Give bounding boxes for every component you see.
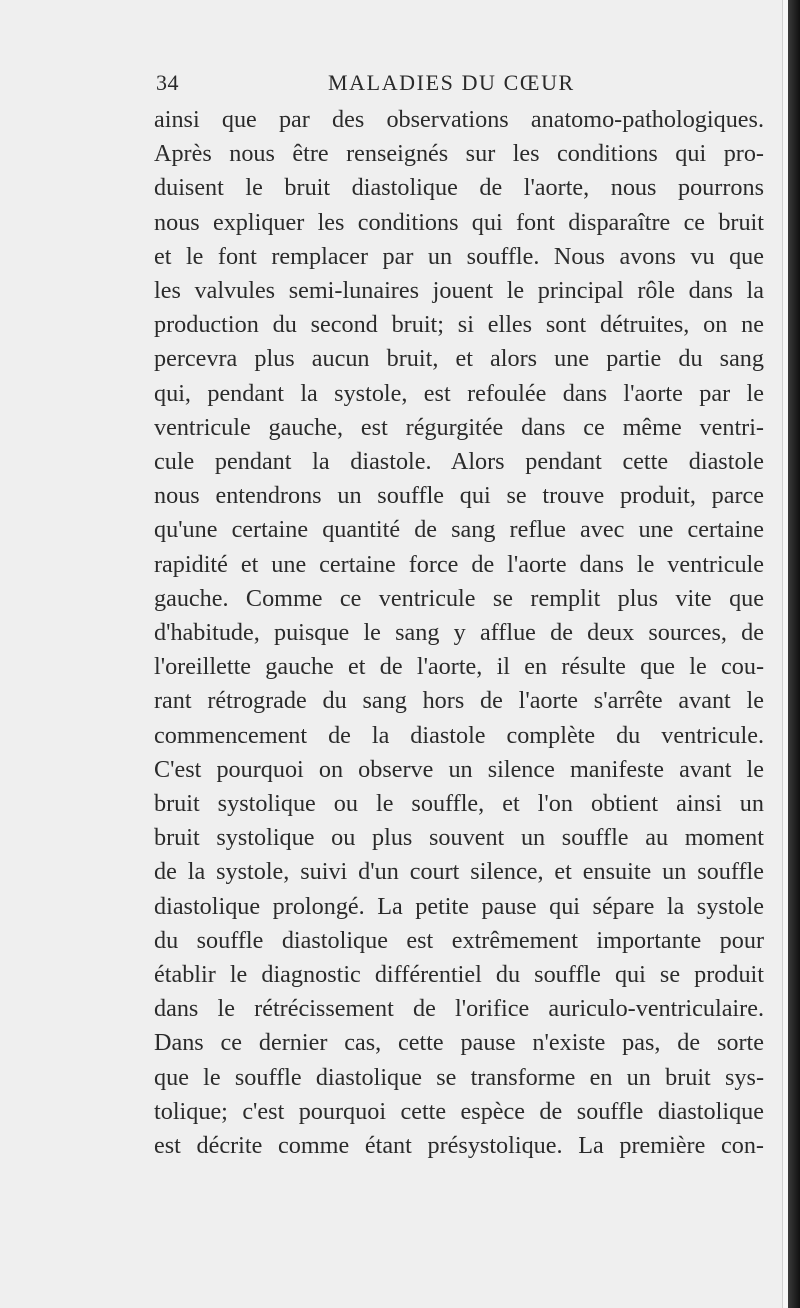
text-line: C'est pourquoi on observe un silence manifeste avant le (154, 755, 764, 783)
text-line: bruit systolique ou plus souvent un souffle au moment (154, 824, 764, 852)
text-line: rant rétrograde du sang hors de l'aorte s'arrête avant le (154, 687, 764, 715)
text-line: de la systole, suivi d'un court silence, et ensuite un souffle (154, 858, 764, 886)
text-line: rapidité et une certaine force de l'aorte dans le ventricule (154, 550, 764, 578)
text-line: duisent le bruit diastolique de l'aorte, nous pourrons (154, 174, 764, 202)
text-line: cule pendant la diastole. Alors pendant cette diastole (154, 448, 764, 476)
text-line: que le souffle diastolique se transforme en un bruit sys- (154, 1063, 764, 1091)
text-line: diastolique prolongé. La petite pause qui sépare la systole (154, 892, 764, 920)
text-line: ventricule gauche, est régurgitée dans ce même ventri- (154, 413, 764, 441)
text-line: établir le diagnostic différentiel du souffle qui se produit (154, 961, 764, 989)
text-line: bruit systolique ou le souffle, et l'on obtient ainsi un (154, 790, 764, 818)
text-line: Après nous être renseignés sur les conditions qui pro- (154, 140, 764, 168)
text-line: percevra plus aucun bruit, et alors une partie du sang (154, 345, 764, 373)
book-spine-shadow (788, 0, 800, 1308)
text-line: tolique; c'est pourquoi cette espèce de souffle diastolique (154, 1097, 764, 1125)
text-line: qu'une certaine quantité de sang reflue avec une certaine (154, 516, 764, 544)
text-line: est décrite comme étant présystolique. La première con- (154, 1132, 764, 1160)
text-line: du souffle diastolique est extrêmement importante pour (154, 926, 764, 954)
text-line: les valvules semi-lunaires jouent le principal rôle dans la (154, 277, 764, 305)
page-number: 34 (156, 70, 179, 95)
text-line: dans le rétrécissement de l'orifice auriculo-ventriculaire. (154, 995, 764, 1023)
text-line: nous expliquer les conditions qui font disparaître ce bruit (154, 208, 764, 236)
text-line: production du second bruit; si elles sont détruites, on ne (154, 311, 764, 339)
running-head: MALADIES DU CŒUR (328, 70, 575, 95)
body-text (154, 103, 764, 1163)
text-line: ainsi que par des observations anatomo-pathologiques. (154, 106, 764, 133)
text-line: l'oreillette gauche et de l'aorte, il en résulte que le cou- (154, 653, 764, 681)
text-line: gauche. Comme ce ventricule se remplit plus vite que (154, 584, 764, 612)
text-line: commencement de la diastole complète du ventricule. (154, 721, 764, 749)
text-line: Dans ce dernier cas, cette pause n'existe pas, de sorte (154, 1029, 764, 1057)
page-header (156, 66, 760, 106)
text-line: nous entendrons un souffle qui se trouve produit, parce (154, 482, 764, 510)
text-line: et le font remplacer par un souffle. Nous avons vu que (154, 242, 764, 270)
text-line: qui, pendant la systole, est refoulée dans l'aorte par le (154, 379, 764, 407)
text-line: d'habitude, puisque le sang y afflue de deux sources, de (154, 619, 764, 647)
